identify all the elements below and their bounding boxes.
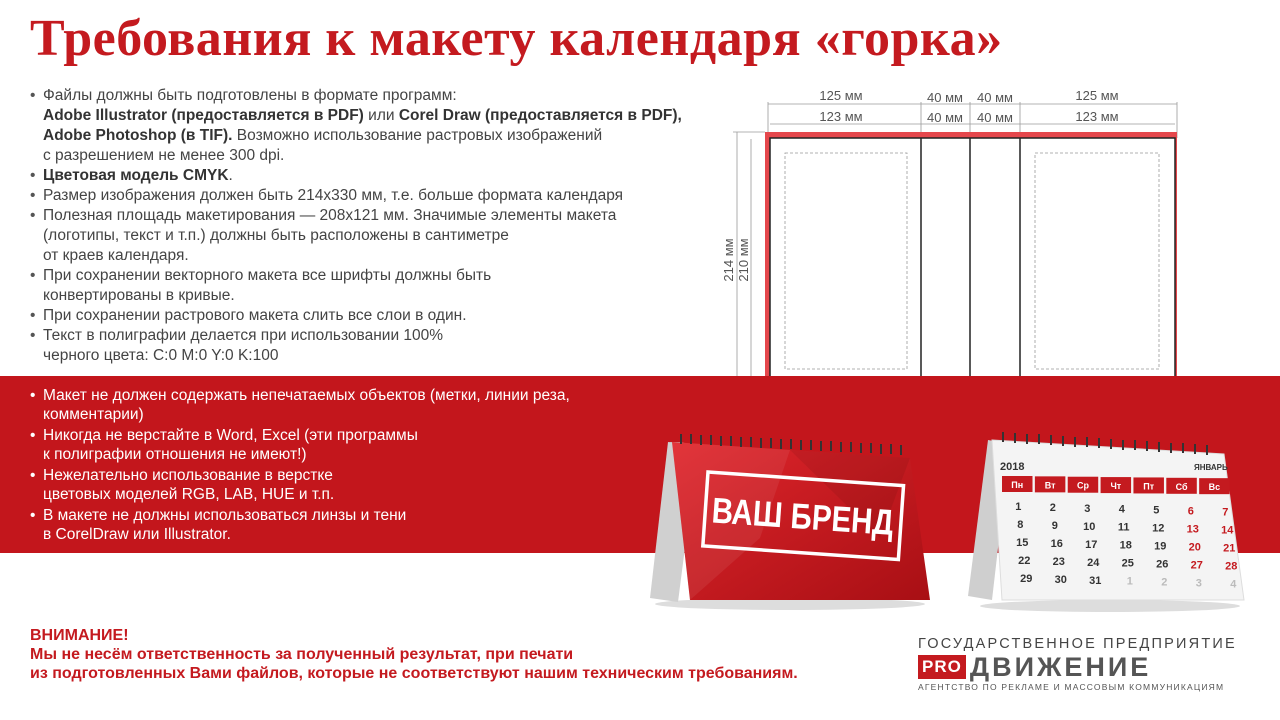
calendar-day: 20 (1188, 541, 1201, 554)
calendar-day: 4 (1230, 578, 1237, 591)
dim-label: 123 мм (1075, 109, 1119, 124)
logo-tagline: ГОСУДАРСТВЕННОЕ ПРЕДПРИЯТИЕ (918, 636, 1237, 652)
list-item: • Текст в полиграфии делается при использовании 100% черного цвета: C:0 M:0 Y:0 K:100 (30, 326, 710, 366)
dim-label: 40 мм (927, 110, 963, 125)
warning-heading: ВНИМАНИЕ! (30, 627, 129, 644)
warning-line: из подготовленных Вами файлов, которые не соответствуют нашим техническим требованиям. (30, 665, 798, 682)
calendar-day: 25 (1121, 557, 1134, 570)
list-item: • Цветовая модель CMYK. (30, 166, 710, 186)
weekday-label: Чт (1110, 481, 1122, 492)
calendar-day: 17 (1085, 538, 1098, 551)
calendar-day: 24 (1087, 556, 1100, 569)
dim-label: 40 мм (927, 90, 963, 105)
page-title: Требования к макету календаря «горка» (30, 10, 1003, 67)
list-item: • Макет не должен содержать непечатаемых объектов (метки, линии реза, комментарии) (30, 386, 650, 424)
weekday-label: Сб (1175, 481, 1188, 492)
calendar-day: 30 (1054, 573, 1067, 586)
calendar-day: 19 (1154, 540, 1167, 553)
weekday-label: Пн (1011, 480, 1024, 490)
calendar-day: 22 (1018, 555, 1031, 567)
calendar-day: 10 (1083, 520, 1096, 533)
calendar-day: 1 (1015, 501, 1022, 513)
brand-text: ВАШ БРЕНД (710, 489, 895, 543)
warning-line: Мы не несём ответственность за полученный результат, при печати (30, 646, 574, 663)
weekday-label: Вт (1044, 480, 1056, 491)
dim-label: 40 мм (977, 110, 1013, 125)
calendar-day: 18 (1119, 539, 1132, 552)
layout-diagram (715, 82, 1185, 402)
weekday-label: Вс (1208, 482, 1221, 493)
calendar-year: 2018 (1000, 461, 1025, 473)
calendar-day: 3 (1084, 502, 1091, 515)
calendar-day: 12 (1152, 522, 1165, 535)
calendar-day: 13 (1186, 523, 1199, 536)
list-item: • Файлы должны быть подготовлены в формате программ: Adobe Illustrator (предоставляется в PDF) или Corel Draw (предоставляется в PDF), Adobe Photoshop (в TIF). Возможно использование растровых изображений с разрешением не менее 300 dpi. (30, 86, 710, 166)
logo-name: ДВИЖЕНИЕ (969, 652, 1152, 682)
dim-label: 40 мм (977, 90, 1013, 105)
calendar-day: 9 (1051, 519, 1058, 532)
calendar-day: 14 (1221, 524, 1234, 537)
calendar-day: 27 (1190, 559, 1203, 572)
logo-pro-badge: PRO (918, 655, 966, 679)
calendar-day: 4 (1118, 503, 1125, 516)
calendar-day: 16 (1050, 537, 1063, 550)
calendar-day: 26 (1156, 558, 1169, 571)
list-item: • Никогда не верстайте в Word, Excel (эти программы к полиграфии отношения не имеют!) (30, 426, 650, 464)
dim-label: 210 мм (736, 238, 751, 282)
calendar-day: 28 (1225, 560, 1238, 573)
weekday-label: Ср (1076, 480, 1089, 491)
calendar-month: ЯНВАРЬ (1194, 463, 1228, 472)
list-item: • Нежелательно использование в верстке цветовых моделей RGB, LAB, HUE и т.п. (30, 466, 650, 504)
dim-label: 214 мм (721, 238, 736, 282)
calendar-day: 2 (1049, 501, 1056, 514)
calendar-day: 1 (1126, 575, 1133, 588)
list-item: • Размер изображения должен быть 214х330 мм, т.е. больше формата календаря (30, 186, 710, 206)
calendar-day: 11 (1117, 521, 1130, 534)
calendar-day: 2 (1161, 576, 1168, 589)
calendar-day: 5 (1153, 504, 1160, 517)
list-item: • Полезная площадь макетирования — 208х121 мм. Значимые элементы макета (логотипы, текст и т.п.) должны быть расположены в сантиметре от краев календаря. (30, 206, 710, 266)
list-item: • При сохранении векторного макета все шрифты должны быть конвертированы в кривые. (30, 266, 710, 306)
calendar-day: 21 (1223, 542, 1236, 555)
weekday-label: Пт (1143, 481, 1155, 492)
calendar-day: 7 (1222, 506, 1229, 519)
calendar-day: 8 (1017, 519, 1024, 531)
warning-notice (30, 626, 798, 683)
calendar-day: 6 (1187, 505, 1194, 518)
requirements-list (30, 86, 710, 366)
calendar-day: 31 (1089, 574, 1102, 587)
dim-label: 123 мм (819, 109, 863, 124)
calendar-day: 23 (1052, 555, 1065, 568)
dim-label: 125 мм (1075, 88, 1119, 103)
list-item: • При сохранении растрового макета слить все слои в один. (30, 306, 710, 326)
calendar-day: 3 (1195, 577, 1202, 590)
dim-label: 125 мм (819, 88, 863, 103)
calendar-day: 29 (1020, 573, 1033, 585)
list-item: • В макете не должны использоваться линзы и тени в CorelDraw или Illustrator. (30, 506, 650, 544)
calendar-front-mockup (640, 428, 940, 613)
calendar-day: 15 (1016, 537, 1029, 549)
calendar-back-mockup (962, 430, 1252, 615)
prohibitions-list (30, 386, 650, 546)
logo-subtitle: АГЕНТСТВО ПО РЕКЛАМЕ И МАССОВЫМ КОММУНИКАЦИЯМ (918, 682, 1225, 692)
company-logo (918, 636, 1248, 696)
